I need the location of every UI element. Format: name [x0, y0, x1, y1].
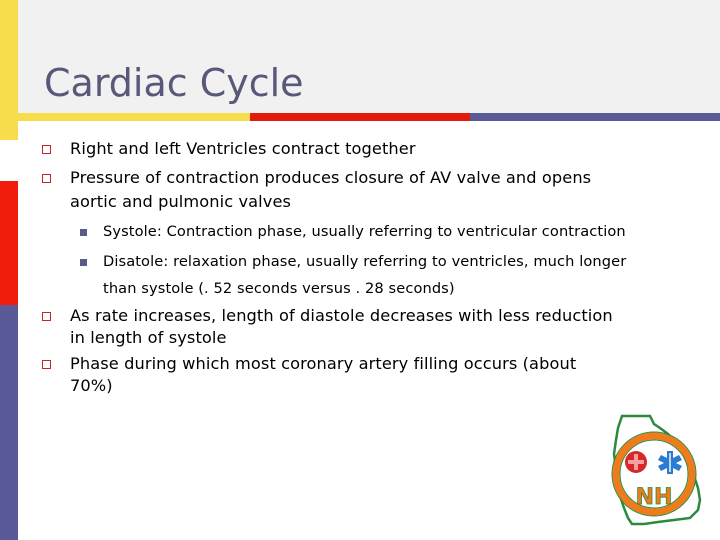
subbullet-text-continuation: than systole (. 52 seconds versus . 28 seconds) — [103, 280, 455, 297]
bullet-text-continuation: in length of systole — [70, 328, 227, 347]
bullet-square-icon — [42, 145, 51, 154]
bullet-text: Right and left Ventricles contract together — [70, 139, 416, 158]
bullet-square-icon — [42, 360, 51, 369]
subbullet-square-icon — [80, 229, 87, 236]
bullet-text-continuation: 70%) — [70, 376, 113, 395]
subbullet-square-icon — [80, 259, 87, 266]
bullet-text: Phase during which most coronary artery filling occurs (about — [70, 354, 577, 373]
logo-nh-text: NH — [635, 485, 673, 510]
sidebar-blue-bar — [0, 305, 18, 540]
bullet-text-continuation: aortic and pulmonic valves — [70, 192, 292, 211]
bullet-square-icon — [42, 174, 51, 183]
title-rule-red — [250, 113, 470, 121]
bullet-text: Pressure of contraction produces closure of AV valve and opens — [70, 168, 592, 187]
bullet-text: As rate increases, length of diastole decreases with less reduction — [70, 306, 613, 325]
title-rule-yellow — [0, 113, 250, 121]
title-rule-blue — [470, 113, 720, 121]
subbullet-text: Disatole: relaxation phase, usually referring to ventricles, much longer — [103, 253, 627, 270]
nh-ems-logo — [604, 414, 704, 526]
subbullet-text: Systole: Contraction phase, usually referring to ventricular contraction — [103, 223, 626, 240]
sidebar-red-bar — [0, 181, 18, 305]
bullet-square-icon — [42, 312, 51, 321]
slide-title: Cardiac Cycle — [44, 61, 304, 105]
